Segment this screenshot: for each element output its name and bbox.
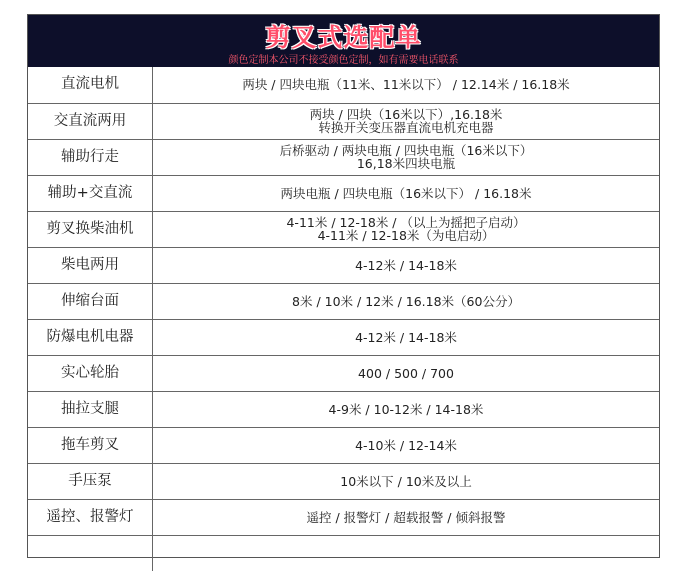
description-line: 两块电瓶 / 四块电瓶（16米以下） / 16.18米 [280, 185, 532, 201]
option-name: 遥控、报警灯 [28, 499, 153, 535]
table-row [28, 67, 659, 103]
description-line: 两块 / 四块（16米以下）,16.18米 [309, 107, 503, 122]
description-line: 4-9米 / 10-12米 / 14-18米 [328, 401, 484, 417]
option-description [153, 247, 660, 283]
description-line: 10米以下 / 10米及以上 [340, 473, 472, 489]
empty-cell [153, 535, 660, 571]
option-name: 柴电两用 [28, 247, 153, 283]
table-row [28, 499, 659, 535]
option-name: 剪叉换柴油机 [28, 211, 153, 247]
selection-sheet [27, 14, 660, 558]
table-row [28, 427, 659, 463]
sheet-subtitle: 颜色定制本公司不接受颜色定制，如有需要电话联系 [228, 55, 459, 66]
description-line: 4-12米 / 14-18米 [355, 257, 457, 273]
description-line: 400 / 500 / 700 [358, 365, 454, 381]
description-line: 8米 / 10米 / 12米 / 16.18米（60公分） [292, 293, 520, 309]
description-line: 转换开关变压器直流电机充电器 [318, 120, 494, 135]
table-row [28, 319, 659, 355]
option-description [153, 139, 660, 175]
table-row [28, 103, 659, 139]
option-name: 拖车剪叉 [28, 427, 153, 463]
table-row [28, 391, 659, 427]
option-description [153, 283, 660, 319]
option-name: 手压泵 [28, 463, 153, 499]
option-description [153, 427, 660, 463]
option-name: 防爆电机电器 [28, 319, 153, 355]
option-description [153, 463, 660, 499]
table-row [28, 463, 659, 499]
option-description [153, 103, 660, 139]
option-name: 实心轮胎 [28, 355, 153, 391]
option-name: 抽拉支腿 [28, 391, 153, 427]
option-name: 辅助+交直流 [28, 175, 153, 211]
description-line: 遥控 / 报警灯 / 超载报警 / 倾斜报警 [306, 509, 506, 525]
description-line: 4-10米 / 12-14米 [355, 437, 457, 453]
option-description [153, 355, 660, 391]
option-name: 伸缩台面 [28, 283, 153, 319]
option-description [153, 67, 660, 103]
description-line: 后桥驱动 / 两块电瓶 / 四块电瓶（16米以下） [279, 143, 533, 158]
empty-footer-row [28, 535, 659, 571]
table-row [28, 211, 659, 247]
description-line: 4-12米 / 14-18米 [355, 329, 457, 345]
empty-cell [28, 535, 153, 571]
table-row [28, 355, 659, 391]
table-row [28, 247, 659, 283]
description-line: 16,18米四块电瓶 [356, 156, 456, 171]
option-description [153, 211, 660, 247]
table-row [28, 175, 659, 211]
option-name: 辅助行走 [28, 139, 153, 175]
table-row [28, 139, 659, 175]
options-table [28, 67, 659, 571]
option-description [153, 499, 660, 535]
sheet-header [28, 15, 659, 67]
description-line: 4-11米 / 12-18米（为电启动） [317, 228, 495, 243]
description-line: 4-11米 / 12-18米 / （以上为摇把子启动） [286, 215, 526, 230]
option-name: 交直流两用 [28, 103, 153, 139]
option-name: 直流电机 [28, 67, 153, 103]
description-line: 两块 / 四块电瓶（11米、11米以下） / 12.14米 / 16.18米 [242, 77, 570, 93]
option-description [153, 175, 660, 211]
option-description [153, 319, 660, 355]
sheet-title: 剪叉式选配单 [265, 23, 422, 52]
table-row [28, 283, 659, 319]
option-description [153, 391, 660, 427]
